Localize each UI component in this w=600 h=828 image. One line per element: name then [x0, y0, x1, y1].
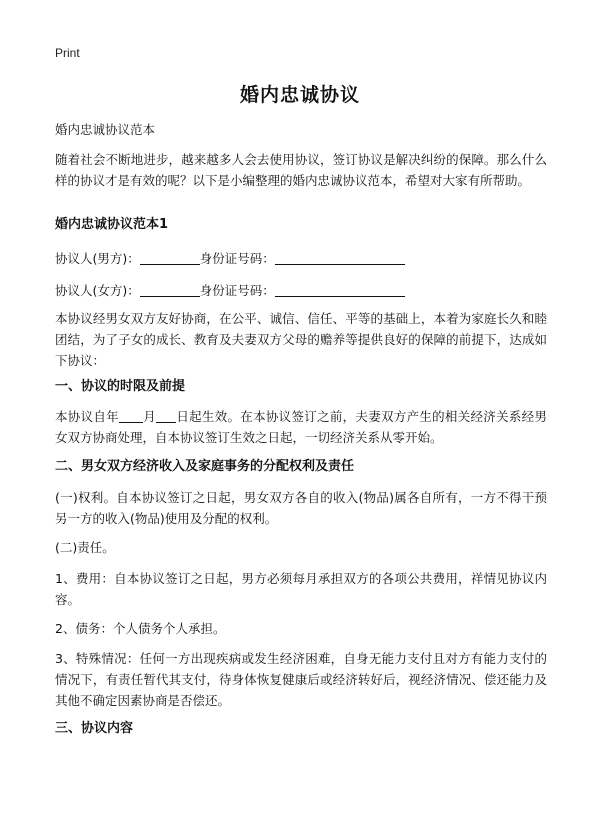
party-female-label: 协议人(女方)：: [55, 283, 140, 298]
month-blank: [119, 408, 143, 423]
party-male-id-label: 身份证号码：: [199, 251, 275, 266]
document-subtitle: 婚内忠诚协议范本: [55, 122, 156, 137]
section1-text-start: 本协议自年: [55, 409, 119, 424]
party-female-id-blank: [275, 282, 405, 297]
party-male-line: [55, 248, 547, 269]
party-male-label: 协议人(男方)：: [55, 251, 140, 266]
party-female-name-blank: [140, 282, 200, 297]
party-male-name-blank: [140, 250, 200, 265]
section1-text-rest: 日起生效。在本协议签订之前，夫妻双方产生的相关经济关系经男女双方协商处理，自本协议签订生效之日起，一切经济关系从零开始。: [55, 409, 547, 445]
document-title: 婚内忠诚协议: [239, 84, 360, 106]
item1-paragraph: 1、费用：自本协议签订之日起，男方必须每月承担双方的各项公共费用，祥情见协议内容。: [55, 571, 547, 607]
section3-heading: 三、协议内容: [55, 721, 134, 736]
intro-paragraph: 随着社会不断地进步，越来越多人会去使用协议，签订协议是解决纠纷的保障。那么什么样的协议才是有效的呢？以下是小编整理的婚内忠诚协议范本，希望对大家有所帮助。: [55, 152, 547, 188]
item2-paragraph: 2、债务：个人债务个人承担。: [55, 621, 226, 636]
party-female-id-label: 身份证号码：: [199, 283, 275, 298]
rights-paragraph: (一)权利。自本协议签订之日起，男女双方各自的收入(物品)属各自所有，一方不得干预另一方的收入(物品)使用及分配的权利。: [55, 490, 547, 526]
section1-month-label: 月: [142, 409, 157, 424]
sample-heading: 婚内忠诚协议范本1: [55, 217, 169, 232]
print-link[interactable]: Print: [55, 46, 80, 60]
day-blank: [156, 408, 176, 423]
item3-paragraph: 3、特殊情况：任何一方出现疾病或发生经济困难，自身无能力支付且对方有能力支付的情况下，有责任暂代其支付，待身体恢复健康后或经济转好后，视经济情况、偿还能力及其他不确定因素协商是否偿还。: [55, 651, 547, 708]
section1-paragraph: [55, 406, 547, 448]
party-male-id-blank: [275, 250, 405, 265]
preamble-paragraph: 本协议经男女双方友好协商，在公平、诚信、信任、平等的基础上，本着为家庭长久和睦团结，为了子女的成长、教育及夫妻双方父母的赡养等提供良好的保障的前提下，达成如下协议：: [55, 311, 547, 368]
section2-heading: 二、男女双方经济收入及家庭事务的分配权利及责任: [55, 459, 355, 474]
duties-label: (二)责任。: [55, 540, 115, 555]
section1-heading: 一、协议的时限及前提: [55, 379, 186, 394]
party-female-line: [55, 280, 547, 301]
